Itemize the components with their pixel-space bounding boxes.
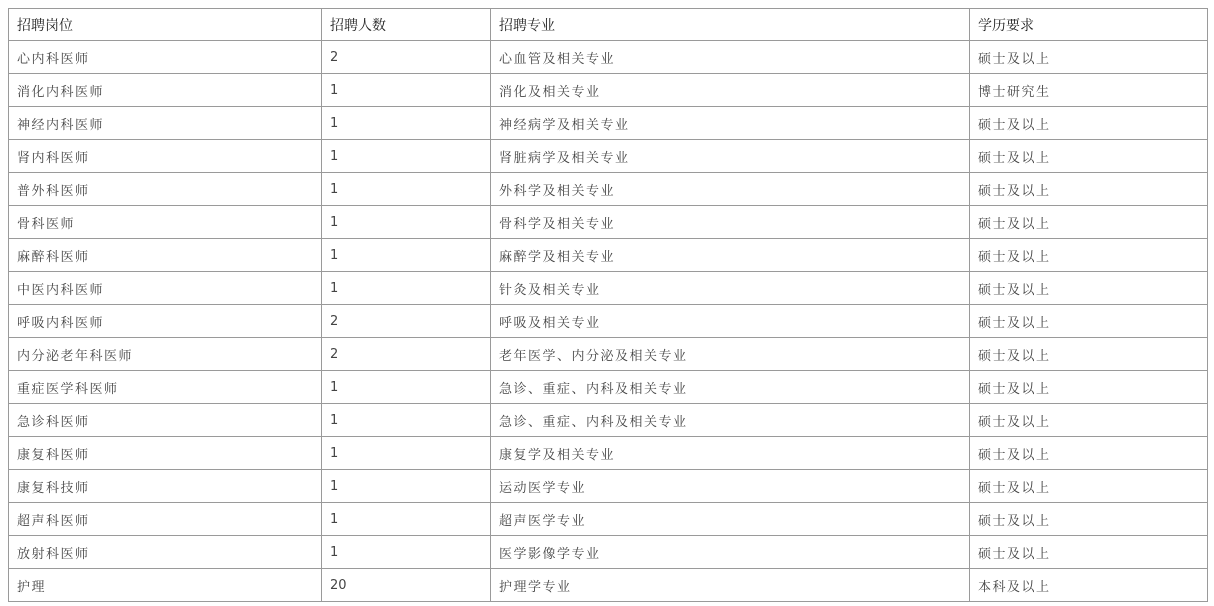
cell-education: 硕士及以上: [970, 206, 1208, 239]
cell-position: 护理: [9, 569, 322, 602]
cell-education: 本科及以上: [970, 569, 1208, 602]
cell-position: 麻醉科医师: [9, 239, 322, 272]
cell-education: 硕士及以上: [970, 371, 1208, 404]
cell-headcount: 1: [322, 503, 491, 536]
cell-headcount: 2: [322, 338, 491, 371]
cell-education: 硕士及以上: [970, 503, 1208, 536]
header-headcount: 招聘人数: [322, 9, 491, 41]
cell-headcount: 1: [322, 470, 491, 503]
table-row: [9, 404, 1208, 437]
cell-headcount: 1: [322, 239, 491, 272]
cell-position: 中医内科医师: [9, 272, 322, 305]
cell-position: 消化内科医师: [9, 74, 322, 107]
cell-education: 硕士及以上: [970, 470, 1208, 503]
cell-major: 医学影像学专业: [491, 536, 970, 569]
cell-major: 急诊、重症、内科及相关专业: [491, 371, 970, 404]
table-row: [9, 173, 1208, 206]
cell-education: 硕士及以上: [970, 239, 1208, 272]
cell-position: 普外科医师: [9, 173, 322, 206]
header-row: [9, 9, 1208, 41]
table-row: [9, 503, 1208, 536]
cell-major: 针灸及相关专业: [491, 272, 970, 305]
cell-headcount: 1: [322, 74, 491, 107]
header-major: 招聘专业: [491, 9, 970, 41]
cell-headcount: 2: [322, 305, 491, 338]
cell-education: 博士研究生: [970, 74, 1208, 107]
cell-education: 硕士及以上: [970, 41, 1208, 74]
cell-position: 内分泌老年科医师: [9, 338, 322, 371]
cell-headcount: 1: [322, 206, 491, 239]
table-row: [9, 338, 1208, 371]
cell-position: 神经内科医师: [9, 107, 322, 140]
table-row: [9, 437, 1208, 470]
cell-major: 运动医学专业: [491, 470, 970, 503]
table-row: [9, 107, 1208, 140]
table-row: [9, 371, 1208, 404]
cell-major: 超声医学专业: [491, 503, 970, 536]
header-position: 招聘岗位: [9, 9, 322, 41]
cell-headcount: 1: [322, 173, 491, 206]
cell-position: 超声科医师: [9, 503, 322, 536]
table-row: [9, 239, 1208, 272]
cell-headcount: 2: [322, 41, 491, 74]
table-row: [9, 272, 1208, 305]
cell-headcount: 1: [322, 437, 491, 470]
cell-position: 骨科医师: [9, 206, 322, 239]
cell-position: 呼吸内科医师: [9, 305, 322, 338]
cell-education: 硕士及以上: [970, 272, 1208, 305]
cell-education: 硕士及以上: [970, 107, 1208, 140]
cell-headcount: 20: [322, 569, 491, 602]
cell-headcount: 1: [322, 404, 491, 437]
cell-major: 外科学及相关专业: [491, 173, 970, 206]
cell-major: 神经病学及相关专业: [491, 107, 970, 140]
cell-major: 康复学及相关专业: [491, 437, 970, 470]
table-row: [9, 569, 1208, 602]
cell-education: 硕士及以上: [970, 437, 1208, 470]
cell-education: 硕士及以上: [970, 305, 1208, 338]
table-row: [9, 470, 1208, 503]
cell-education: 硕士及以上: [970, 140, 1208, 173]
cell-education: 硕士及以上: [970, 338, 1208, 371]
cell-position: 心内科医师: [9, 41, 322, 74]
cell-major: 急诊、重症、内科及相关专业: [491, 404, 970, 437]
cell-education: 硕士及以上: [970, 173, 1208, 206]
table-header: [9, 9, 1208, 41]
cell-major: 老年医学、内分泌及相关专业: [491, 338, 970, 371]
cell-position: 肾内科医师: [9, 140, 322, 173]
table-row: [9, 140, 1208, 173]
header-education: 学历要求: [970, 9, 1208, 41]
table-body: [9, 41, 1208, 602]
cell-education: 硕士及以上: [970, 404, 1208, 437]
cell-major: 肾脏病学及相关专业: [491, 140, 970, 173]
cell-major: 骨科学及相关专业: [491, 206, 970, 239]
table-row: [9, 41, 1208, 74]
table-row: [9, 305, 1208, 338]
cell-position: 康复科技师: [9, 470, 322, 503]
cell-headcount: 1: [322, 536, 491, 569]
cell-position: 重症医学科医师: [9, 371, 322, 404]
cell-major: 护理学专业: [491, 569, 970, 602]
recruitment-table: [8, 8, 1208, 602]
recruitment-table-container: [8, 8, 1208, 602]
cell-headcount: 1: [322, 140, 491, 173]
cell-position: 康复科医师: [9, 437, 322, 470]
cell-position: 急诊科医师: [9, 404, 322, 437]
cell-major: 消化及相关专业: [491, 74, 970, 107]
cell-major: 心血管及相关专业: [491, 41, 970, 74]
table-row: [9, 536, 1208, 569]
cell-headcount: 1: [322, 272, 491, 305]
table-row: [9, 206, 1208, 239]
cell-headcount: 1: [322, 107, 491, 140]
cell-major: 呼吸及相关专业: [491, 305, 970, 338]
cell-education: 硕士及以上: [970, 536, 1208, 569]
cell-position: 放射科医师: [9, 536, 322, 569]
cell-headcount: 1: [322, 371, 491, 404]
table-row: [9, 74, 1208, 107]
cell-major: 麻醉学及相关专业: [491, 239, 970, 272]
